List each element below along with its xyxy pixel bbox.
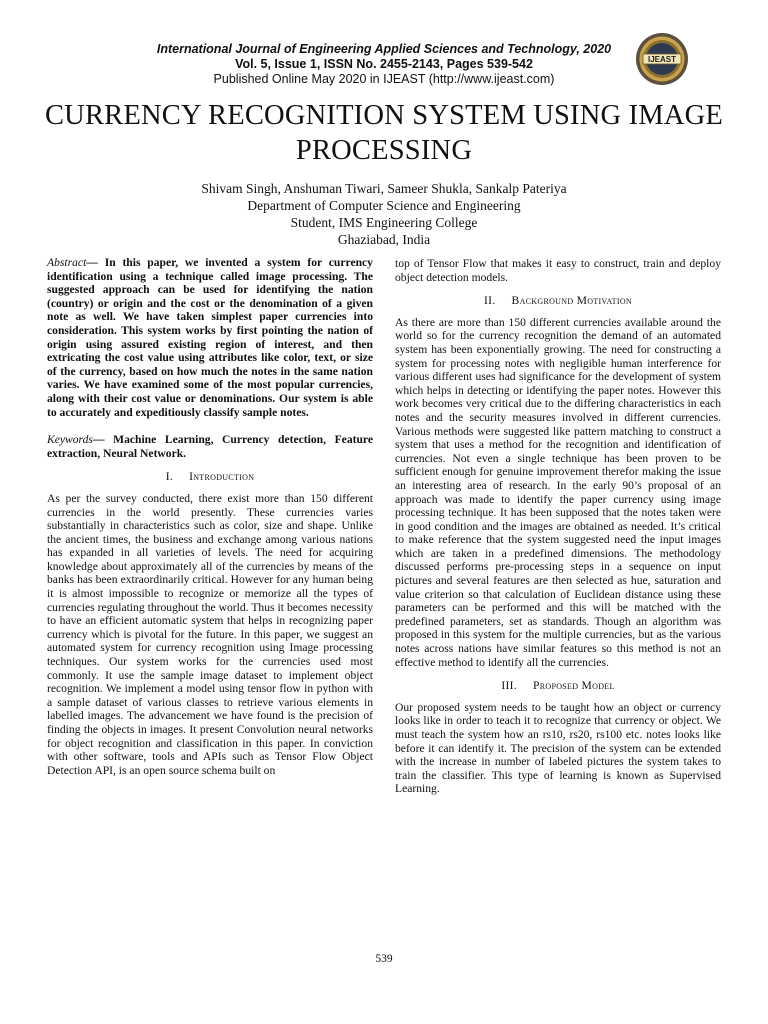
author-names: Shivam Singh, Anshuman Tiwari, Sameer Shukla, Sankalp Pateriya bbox=[201, 181, 567, 196]
introduction-continued-text: top of Tensor Flow that makes it easy to construct, train and deploy object detection models. bbox=[395, 257, 721, 284]
section-number: I. bbox=[165, 470, 174, 484]
abstract bbox=[47, 256, 373, 419]
abstract-text: In this paper, we invented a system for currency identification using a technique called image processing. The suggested approach can be used for identifying the nation (country) or origin and the cost or the denomination of a given note as well. We have taken simplest paper currencies into consideration. This system works by first pointing the nation of origin using assured existing region of interest, and then extricating the cost value using attributes like color, text, or size of the currency, based on how much the notes in the same nation varies. We have examined some of the most popular currencies, along with their cost value or denominations. Our system is able to accurately and expeditiously classify sample notes. bbox=[47, 256, 373, 419]
right-column bbox=[395, 257, 721, 796]
author-affiliation: Student, IMS Engineering College bbox=[290, 215, 478, 230]
paper-title: CURRENCY RECOGNITION SYSTEM USING IMAGE PROCESSING bbox=[44, 100, 724, 166]
abstract-dash: — bbox=[86, 256, 105, 269]
background-text: As there are more than 150 different currencies available around the world so for the currency recognition the demand of an automated system has been exponentially growing. The need for constructing a system for processing notes with negligible human interference for various different uses had significance for the development of system which helps in detecting or identifying the paper notes. However this work becomes very critical due to the differing characteristics in each notes and the security measures involved in different currencies. Various methods were suggested like pattern matching to construct a system that uses a method for the recognition and identification of currencies. Not even a single technique has been proven to be sufficient enough for genuine improvement therefor making the issue an interesting area of research. In the early 90’s proposal of an approach was made to identify the paper currency using image processing technique. It has been supposed that the notes taken were in good condition and the images are obtained as needed. It’s critical to make reference that the system suggested need the input images which are taken in a predefined dimensions. The methodology discussed performs pre-processing steps in a sequence on input pictures and several features are then selected as hue, saturation and value criterion so that calculation of Euclidean distance using these parameters can be performed and this will be matched with the predefined parameters, set as standards. Though an algorithm was proposed in this system for the multiple currencies, but as the various notes across nations have similar features so this method is not an effective method to identify all the currencies. bbox=[395, 315, 721, 669]
keywords bbox=[47, 433, 373, 460]
page-number: 539 bbox=[375, 953, 393, 965]
author-block bbox=[0, 180, 768, 248]
section-name: Introduction bbox=[189, 470, 255, 484]
keywords-label: Keywords bbox=[47, 433, 93, 447]
published-info: Published Online May 2020 in IJEAST (http://www.ijeast.com) bbox=[213, 72, 555, 86]
section-heading-introduction bbox=[47, 470, 373, 484]
section-name: Proposed Model bbox=[533, 679, 615, 693]
journal-name: International Journal of Engineering Applied Sciences and Technology, 2020 bbox=[156, 42, 612, 56]
volume-info: Vol. 5, Issue 1, ISSN No. 2455-2143, Pages 539-542 bbox=[235, 57, 533, 71]
abstract-label: Abstract bbox=[47, 256, 87, 269]
section-number: II. bbox=[484, 294, 496, 308]
left-column bbox=[47, 256, 373, 777]
section-heading-background bbox=[395, 294, 721, 308]
author-department: Department of Computer Science and Engineering bbox=[247, 198, 521, 213]
section-name: Background Motivation bbox=[511, 294, 632, 308]
proposed-model-text: Our proposed system needs to be taught how an object or currency looks like in order to teach it to recognize that currency or object. We must teach the system how an rs10, rs20, rs100 etc. notes looks like before it can identify it. The precision of the system can be extended with the increase in number of labeled pictures the system takes to train the classifier. This type of learning is known as Supervised Learning. bbox=[395, 700, 721, 796]
ijeast-logo bbox=[635, 32, 689, 86]
keywords-dash: — bbox=[92, 433, 114, 447]
introduction-text: As per the survey conducted, there exist more than 150 different currencies in the world presently. These currencies varies substantially in characteristics such as color, size and shape. Unlike the ancient times, the business and exchange among various nations has expanded in all varieties of levels. The need for acquiring knowledge about approximately all of the currencies by means of the banks has been extraordinarily critical. However for any human being it is almost impossible to recognize or memorize all the types of currencies regulating throughout the world. Thus it becomes necessity to have an efficient automatic system that helps in recognizing paper currency which is pivotal for the future. In this paper, we suggest an automated system for currency recognition using Image processing techniques. Our system works for the currencies used most commonly. It use the sample image dataset to implement object recognition. We implement a model using tensor flow in python with a sample dataset of various classes to retrieve various elements in labelled images. The advancement we have found is the precision of finding the objects in images. It present Convolution neural networks for object recognition and classification in this paper. In conviction with other software, tools and APIs such as Tensor Flow Object Detection API, is an open source schema built on bbox=[47, 491, 373, 777]
section-heading-proposed-model bbox=[395, 679, 721, 693]
author-location: Ghaziabad, India bbox=[337, 232, 431, 247]
keywords-text: Machine Learning, Currency detection, Feature extraction, Neural Network. bbox=[47, 433, 374, 460]
section-number: III. bbox=[501, 679, 518, 693]
logo-text: IJEAST bbox=[647, 55, 677, 64]
